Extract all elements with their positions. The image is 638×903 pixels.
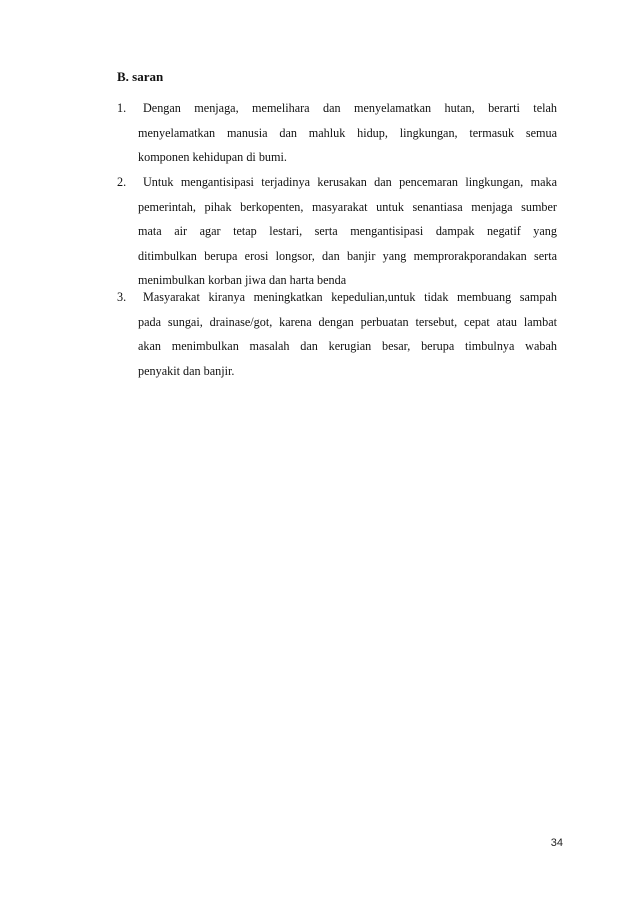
- list-item-number: 3.: [117, 290, 127, 304]
- list-item: [117, 170, 557, 293]
- list-item-line: akan menimbulkan masalah dan kerugian besar, berupa timbulnya wabah: [138, 339, 557, 353]
- section-heading: B. saran: [117, 69, 164, 84]
- list-item-line: Masyarakat kiranya meningkatkan kepedulian,untuk tidak membuang sampah: [143, 290, 557, 304]
- list-item-line: penyakit dan banjir.: [138, 363, 235, 378]
- list-item: [117, 96, 557, 170]
- list-item-line: Dengan menjaga, memelihara dan menyelamatkan hutan, berarti telah: [143, 101, 557, 115]
- list-item-line: ditimbulkan berupa erosi longsor, dan banjir yang memprorakporandakan serta: [138, 248, 557, 263]
- list-item-line: pada sungai, drainase/got, karena dengan perbuatan tersebut, cepat atau lambat: [138, 314, 557, 329]
- list-item-line: pemerintah, pihak berkopenten, masyarakat untuk senantiasa menjaga sumber: [138, 199, 557, 214]
- list-item-line: menimbulkan korban jiwa dan harta benda: [138, 273, 347, 287]
- list-item-line: komponen kehidupan di bumi.: [138, 150, 287, 164]
- page-number: 34: [550, 837, 563, 849]
- list-item-line: menyelamatkan manusia dan mahluk hidup, lingkungan, termasuk semua: [138, 125, 557, 140]
- list-item-number: 2.: [117, 175, 127, 189]
- list-item: [117, 285, 557, 383]
- list-item-line: mata air agar tetap lestari, serta mengantisipasi dampak negatif yang: [138, 224, 557, 238]
- list-item-line: Untuk mengantisipasi terjadinya kerusakan dan pencemaran lingkungan, maka: [143, 175, 557, 189]
- list-item-number: 1.: [117, 101, 127, 115]
